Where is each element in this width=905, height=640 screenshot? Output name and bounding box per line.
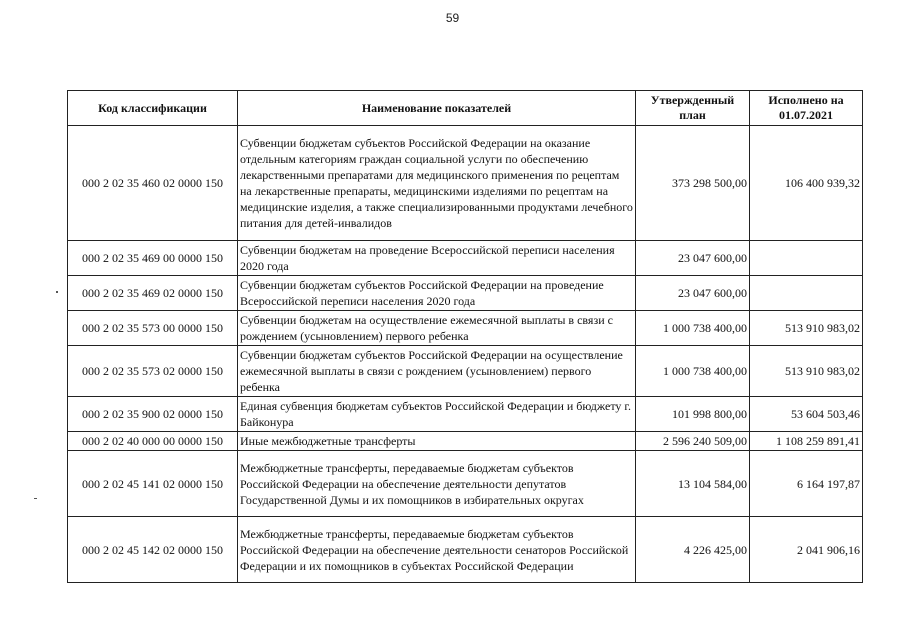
row-name: Межбюджетные трансферты, передаваемые бюджетам субъектов Российской Федерации на обеспечение деятельности сенаторов Российской Федерации и их помощников в субъектах Российской Федерации [238, 517, 636, 583]
table-row [68, 346, 863, 397]
row-plan: 101 998 800,00 [636, 397, 750, 432]
table-row [68, 451, 863, 517]
row-name: Субвенции бюджетам субъектов Российской Федерации на осуществление ежемесячной выплаты в связи с рождением (усыновлением) первого ребенка [238, 346, 636, 397]
table-row [68, 517, 863, 583]
row-name: Единая субвенция бюджетам субъектов Российской Федерации и бюджету г. Байконура [238, 397, 636, 432]
table-row [68, 276, 863, 311]
row-plan: 13 104 584,00 [636, 451, 750, 517]
row-executed: 513 910 983,02 [750, 311, 863, 346]
header-executed: Исполнено на 01.07.2021 [750, 91, 863, 126]
row-plan: 1 000 738 400,00 [636, 311, 750, 346]
header-plan: Утвержденный план [636, 91, 750, 126]
row-plan: 2 596 240 509,00 [636, 432, 750, 451]
row-executed [750, 241, 863, 276]
row-name: Субвенции бюджетам на проведение Всероссийской переписи населения 2020 года [238, 241, 636, 276]
row-name: Межбюджетные трансферты, передаваемые бюджетам субъектов Российской Федерации на обеспечение деятельности депутатов Государственной Думы и их помощников в избирательных округах [238, 451, 636, 517]
row-plan: 23 047 600,00 [636, 276, 750, 311]
row-name: Субвенции бюджетам субъектов Российской Федерации на оказание отдельным категориям граждан социальной услуги по обеспечению лекарственными препаратами для медицинского применения по рецептам на лекарственные препараты, медицинскими изделиями по рецептам на медицинские изделия, а также специализированными продуктами лечебного питания для детей-инвалидов [238, 126, 636, 241]
row-executed: 6 164 197,87 [750, 451, 863, 517]
scan-dot-left [56, 291, 58, 293]
row-executed: 106 400 939,32 [750, 126, 863, 241]
table-row [68, 241, 863, 276]
row-name: Субвенции бюджетам субъектов Российской Федерации на проведение Всероссийской переписи населения 2020 года [238, 276, 636, 311]
row-executed: 53 604 503,46 [750, 397, 863, 432]
row-code: 000 2 02 35 469 00 0000 150 [68, 241, 238, 276]
row-name: Иные межбюджетные трансферты [238, 432, 636, 451]
row-code: 000 2 02 45 141 02 0000 150 [68, 451, 238, 517]
table-header-row [68, 91, 863, 126]
row-executed: 1 108 259 891,41 [750, 432, 863, 451]
row-executed: 513 910 983,02 [750, 346, 863, 397]
header-name: Наименование показателей [238, 91, 636, 126]
row-plan: 23 047 600,00 [636, 241, 750, 276]
row-executed: 2 041 906,16 [750, 517, 863, 583]
row-code: 000 2 02 45 142 02 0000 150 [68, 517, 238, 583]
row-code: 000 2 02 35 900 02 0000 150 [68, 397, 238, 432]
row-plan: 1 000 738 400,00 [636, 346, 750, 397]
row-executed [750, 276, 863, 311]
row-name: Субвенции бюджетам на осуществление ежемесячной выплаты в связи с рождением (усыновлением) первого ребенка [238, 311, 636, 346]
budget-table [67, 90, 863, 583]
page-number: 59 [445, 11, 460, 25]
row-code: 000 2 02 35 573 00 0000 150 [68, 311, 238, 346]
row-plan: 4 226 425,00 [636, 517, 750, 583]
table-row [68, 397, 863, 432]
scan-dot-left-lower [34, 498, 37, 499]
row-code: 000 2 02 35 460 02 0000 150 [68, 126, 238, 241]
row-plan: 373 298 500,00 [636, 126, 750, 241]
table-row [68, 432, 863, 451]
row-code: 000 2 02 40 000 00 0000 150 [68, 432, 238, 451]
row-code: 000 2 02 35 469 02 0000 150 [68, 276, 238, 311]
table-row [68, 311, 863, 346]
table-row [68, 126, 863, 241]
row-code: 000 2 02 35 573 02 0000 150 [68, 346, 238, 397]
header-code: Код классификации [68, 91, 238, 126]
